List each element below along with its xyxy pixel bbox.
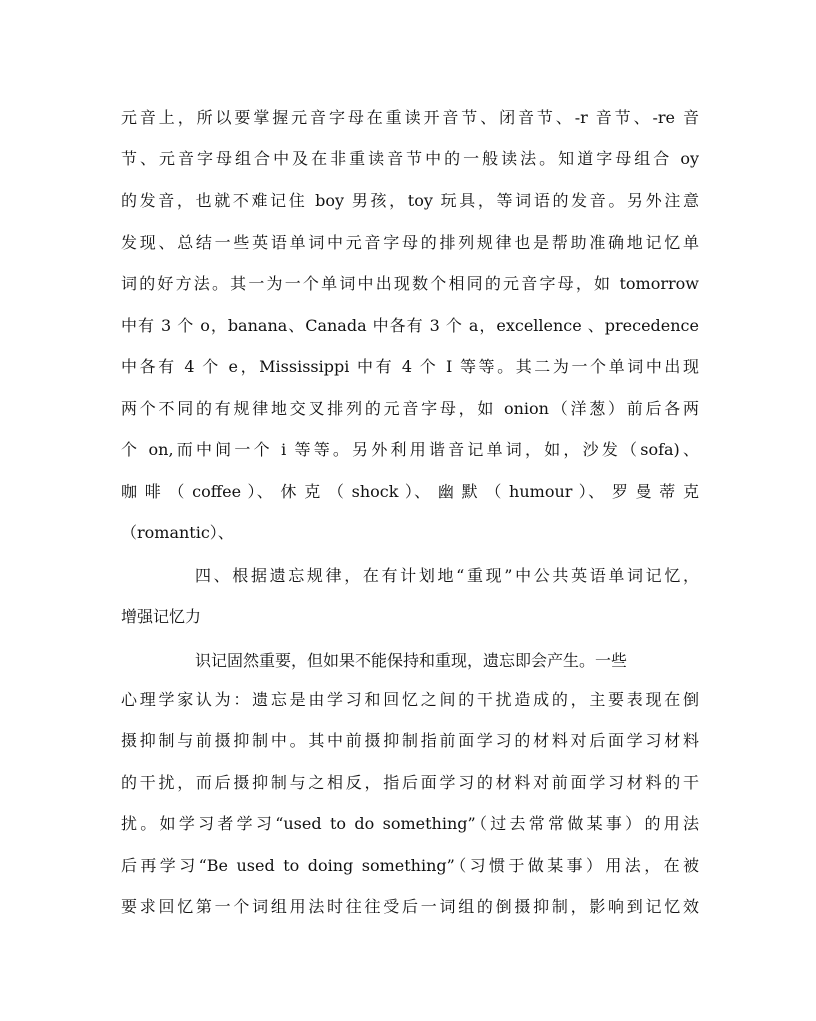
paragraph-line: （romantic）、	[121, 523, 234, 542]
paragraph-line: 两个不同的有规律地交叉排列的元音字母，如 onion（洋葱）前后各两	[121, 399, 699, 418]
paragraph-line: 咖 啡 （ coffee ）、 休 克 （ shock ）、 幽 默 （ humour ）、 罗 曼 蒂 克	[121, 482, 699, 501]
section-heading-line: 增强记忆力	[121, 607, 202, 626]
paragraph-line: 识记固然重要，但如果不能保持和重现，遗忘即会产生。一些	[195, 651, 628, 670]
paragraph-line: 摄抑制与前摄抑制中。其中前摄抑制指前面学习的材料对后面学习材料	[121, 731, 699, 750]
paragraph-line: 扰。如学习者学习“used to do something”（过去常常做某事）的用法	[121, 814, 699, 833]
paragraph-line: 词的好方法。其一为一个单词中出现数个相同的元音字母，如 tomorrow	[121, 274, 699, 293]
paragraph-line: 后再学习“Be used to doing something”（习惯于做某事）用法，在被	[121, 856, 699, 875]
paragraph-line: 要求回忆第一个词组用法时往往受后一词组的倒摄抑制，影响到记忆效	[121, 897, 699, 916]
paragraph-line: 元音上，所以要掌握元音字母在重读开音节、闭音节、-r 音节、-re 音	[121, 108, 699, 127]
paragraph-line: 心理学家认为：遗忘是由学习和回忆之间的干扰造成的，主要表现在倒	[121, 690, 699, 709]
section-heading-line: 四、根据遗忘规律，在有计划地“重现”中公共英语单词记忆，	[195, 566, 699, 585]
paragraph-line: 的干扰，而后摄抑制与之相反，指后面学习的材料对前面学习材料的干	[121, 773, 699, 792]
paragraph-line: 节、元音字母组合中及在非重读音节中的一般读法。知道字母组合 oy	[121, 149, 699, 168]
paragraph-line: 个 on,而中间一个 i 等等。另外利用谐音记单词，如，沙发（sofa)、	[121, 440, 699, 459]
paragraph-line: 中有 3 个 o，banana、Canada 中各有 3 个 a，excellence 、precedence	[121, 316, 699, 335]
paragraph-line: 的发音，也就不难记住 boy 男孩，toy 玩具，等词语的发音。另外注意	[121, 191, 699, 210]
paragraph-line: 中各有 4 个 e，Mississippi 中有 4 个 I 等等。其二为一个单词中出现	[121, 357, 699, 376]
paragraph-line: 发现、总结一些英语单词中元音字母的排列规律也是帮助准确地记忆单	[121, 233, 699, 252]
